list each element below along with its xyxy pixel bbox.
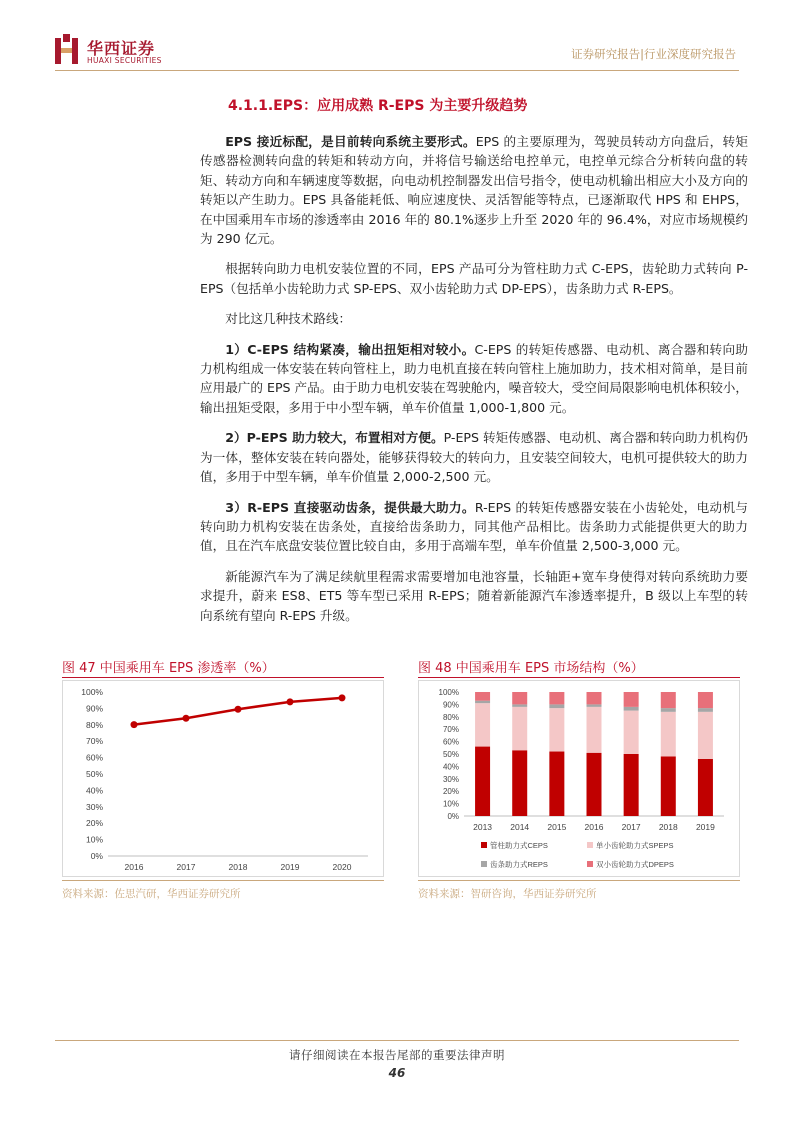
bar-segment bbox=[698, 692, 713, 708]
paragraph-lead: 1）C-EPS 结构紧凑，输出扭矩相对较小。 bbox=[225, 341, 475, 357]
y-tick-label: 20% bbox=[85, 818, 103, 829]
bar-segment bbox=[624, 707, 639, 711]
paragraph-nev-trend bbox=[200, 567, 748, 625]
bar-segment bbox=[624, 754, 639, 816]
market-structure-bar-chart bbox=[419, 681, 739, 876]
bar-segment bbox=[475, 747, 490, 816]
y-tick-label: 40% bbox=[442, 762, 459, 772]
bar-segment bbox=[587, 707, 602, 753]
y-tick-label: 40% bbox=[85, 785, 103, 796]
x-tick-label: 2017 bbox=[621, 822, 641, 832]
footer-disclaimer: 请仔细阅读在本报告尾部的重要法律声明 bbox=[289, 1048, 505, 1062]
bar-segment bbox=[698, 708, 713, 712]
y-tick-label: 90% bbox=[85, 703, 103, 714]
data-point bbox=[339, 694, 346, 701]
data-point bbox=[235, 706, 242, 713]
paragraph-text: C-EPS 的转矩传感器、电动机、离合器和转向助力机构组成一体安装在转向管柱上，助力电机直接在转向管柱上施加助力，技术相对简单，是目前应用最广的 EPS 产品。由于助力电机安装在驾驶舱内，噪音较大，受空间局限影响电机体积较小，输出扭矩受限，多用于中小型车辆，单车价值量 1,000-1,800 元。 bbox=[200, 341, 748, 415]
paragraph-eps-types bbox=[200, 259, 748, 298]
y-tick-label: 60% bbox=[442, 737, 459, 747]
y-tick-label: 70% bbox=[85, 736, 103, 747]
figure-47-bottom-rule bbox=[62, 880, 384, 881]
report-type-label: 证券研究报告|行业深度研究报告 bbox=[571, 47, 736, 61]
legend-label: 管柱助力式CEPS bbox=[490, 841, 548, 850]
paragraph-lead: 3）R-EPS 直接驱动齿条，提供最大助力。 bbox=[225, 499, 475, 515]
bar-segment bbox=[549, 708, 564, 751]
paragraph-text: 新能源汽车为了满足续航里程需求需要增加电池容量，长轴距+宽车身使得对转向系统助力要求提升，蔚来 ES8、ET5 等车型已采用 R-EPS；随着新能源汽车渗透率提升，B 级以上车型的转向系统有望向 R-EPS 升级。 bbox=[200, 568, 748, 623]
legend-swatch bbox=[587, 842, 593, 848]
bar-segment bbox=[587, 704, 602, 706]
paragraph-text: 根据转向助力电机安装位置的不同，EPS 产品可分为管柱助力式 C-EPS，齿轮助力式转向 P-EPS（包括单小齿轮助力式 SP-EPS、双小齿轮助力式 DP-EPS），齿条助力式 R-EPS。 bbox=[200, 261, 748, 296]
x-tick-label: 2019 bbox=[280, 862, 300, 872]
y-tick-label: 60% bbox=[85, 752, 103, 763]
logo-english-name: HUAXI SECURITIES bbox=[87, 56, 162, 65]
paragraph-text: R-EPS 的转矩传感器安装在小齿轮处，电动机与转向助力机构安装在齿条处，直接给齿条助力，同其他产品相比。齿条助力式能提供更大的助力值，且在汽车底盘安装位置比较自由，多用于高端车型，单车价值量 2,500-3,000 元。 bbox=[200, 499, 748, 554]
y-tick-label: 10% bbox=[85, 834, 103, 845]
bar-segment bbox=[661, 756, 676, 816]
paragraph-p-eps bbox=[200, 428, 748, 486]
bar-segment bbox=[475, 703, 490, 746]
x-tick-label: 2017 bbox=[176, 862, 196, 872]
paragraph-eps-overview bbox=[200, 132, 748, 248]
y-tick-label: 0% bbox=[90, 851, 103, 861]
bar-segment bbox=[661, 692, 676, 708]
figure-47-title-rule bbox=[62, 677, 384, 678]
x-tick-label: 2020 bbox=[332, 862, 352, 872]
bar-segment bbox=[661, 708, 676, 712]
figure-47-chart bbox=[62, 680, 384, 877]
footer-divider bbox=[55, 1040, 739, 1041]
y-tick-label: 100% bbox=[438, 688, 459, 697]
paragraph-text: 对比这几种技术路线： bbox=[225, 311, 352, 327]
figure-47-source: 资料来源：佐思汽研，华西证券研究所 bbox=[62, 888, 241, 900]
body-text bbox=[200, 132, 748, 636]
bar-segment bbox=[512, 707, 527, 750]
bar-segment bbox=[698, 712, 713, 759]
bar-segment bbox=[475, 701, 490, 703]
legend-swatch bbox=[481, 861, 487, 867]
y-tick-label: 80% bbox=[442, 712, 459, 722]
y-tick-label: 80% bbox=[85, 719, 103, 730]
paragraph-compare-intro bbox=[200, 309, 748, 328]
bar-segment bbox=[698, 759, 713, 816]
x-tick-label: 2016 bbox=[124, 862, 144, 872]
huaxi-logo-icon bbox=[55, 34, 79, 66]
y-tick-label: 10% bbox=[442, 799, 459, 809]
y-tick-label: 30% bbox=[85, 801, 103, 812]
x-tick-label: 2014 bbox=[510, 822, 530, 832]
bar-segment bbox=[587, 753, 602, 816]
x-tick-label: 2019 bbox=[695, 822, 715, 832]
paragraph-text: P-EPS 转矩传感器、电动机、离合器和转向助力机构仍为一体，整体安装在转向器处，能够获得较大的转向力，且安装空间较大，电机可提供较大的助力值，多用于中型车辆，单车价值量 2,000-2,500 元。 bbox=[200, 430, 748, 485]
x-tick-label: 2018 bbox=[228, 862, 248, 872]
bar-segment bbox=[661, 712, 676, 757]
figure-48-bottom-rule bbox=[418, 880, 740, 881]
y-tick-label: 0% bbox=[447, 812, 459, 821]
bar-segment bbox=[512, 750, 527, 816]
legend-swatch bbox=[587, 861, 593, 867]
x-tick-label: 2018 bbox=[658, 822, 678, 832]
figure-48-title-rule bbox=[418, 677, 740, 678]
page-number: 46 bbox=[388, 1066, 406, 1080]
paragraph-text: EPS 的主要原理为，驾驶员转动方向盘后，转矩传感器检测转向盘的转矩和转动方向，并将信号输送给电控单元，电控单元综合分析转向盘的转矩、转动方向和车辆速度等数据，向电动机控制器发出信号指令，使电动机输出相应大小及方向的转矩以产生助力。EPS 具备能耗低、响应速度快、灵活智能等特点，已逐渐取代 HPS 和 EHPS，在中国乘用车市场的渗透率由 2016 年的 80.1%逐步上升至 2020 年的 96.4%，对应市场规模约为 290 亿元。 bbox=[200, 134, 748, 247]
figure-47-title: 图 47 中国乘用车 EPS 渗透率（%） bbox=[62, 661, 275, 676]
y-tick-label: 20% bbox=[442, 787, 459, 797]
x-tick-label: 2015 bbox=[547, 822, 567, 832]
penetration-line-chart bbox=[63, 681, 383, 876]
bar-segment bbox=[512, 692, 527, 704]
paragraph-lead: 2）P-EPS 助力较大，布置相对方便。 bbox=[225, 430, 444, 446]
data-point bbox=[183, 715, 190, 722]
data-point bbox=[287, 698, 294, 705]
legend-swatch bbox=[481, 842, 487, 848]
paragraph-r-eps bbox=[200, 498, 748, 556]
paragraph-c-eps bbox=[200, 340, 748, 418]
figure-48-title: 图 48 中国乘用车 EPS 市场结构（%） bbox=[418, 661, 644, 676]
bar-segment bbox=[549, 704, 564, 708]
header-divider bbox=[55, 70, 739, 71]
figure-48-source: 资料来源：智研咨询，华西证券研究所 bbox=[418, 888, 597, 900]
bar-segment bbox=[549, 752, 564, 816]
bar-segment bbox=[549, 692, 564, 704]
y-tick-label: 30% bbox=[442, 774, 459, 784]
x-tick-label: 2013 bbox=[473, 822, 493, 832]
bar-segment bbox=[475, 692, 490, 701]
section-title: 4.1.1.EPS：应用成熟 R-EPS 为主要升级趋势 bbox=[228, 98, 528, 114]
legend-label: 齿条助力式REPS bbox=[490, 860, 548, 869]
y-tick-label: 50% bbox=[442, 750, 459, 759]
paragraph-lead: EPS 接近标配，是目前转向系统主要形式。 bbox=[225, 134, 476, 149]
y-tick-label: 70% bbox=[442, 725, 459, 735]
figure-48-chart bbox=[418, 680, 740, 877]
y-tick-label: 100% bbox=[81, 687, 103, 697]
logo-chinese-name: 华西证券 bbox=[87, 39, 156, 58]
legend-label: 单小齿轮助力式SPEPS bbox=[596, 841, 674, 850]
legend-label: 双小齿轮助力式DPEPS bbox=[596, 860, 674, 869]
bar-segment bbox=[587, 692, 602, 704]
y-tick-label: 50% bbox=[85, 769, 103, 779]
y-tick-label: 90% bbox=[442, 700, 459, 710]
bar-segment bbox=[624, 692, 639, 707]
bar-segment bbox=[512, 704, 527, 706]
bar-segment bbox=[624, 711, 639, 754]
x-tick-label: 2016 bbox=[584, 822, 604, 832]
data-point bbox=[131, 721, 138, 728]
